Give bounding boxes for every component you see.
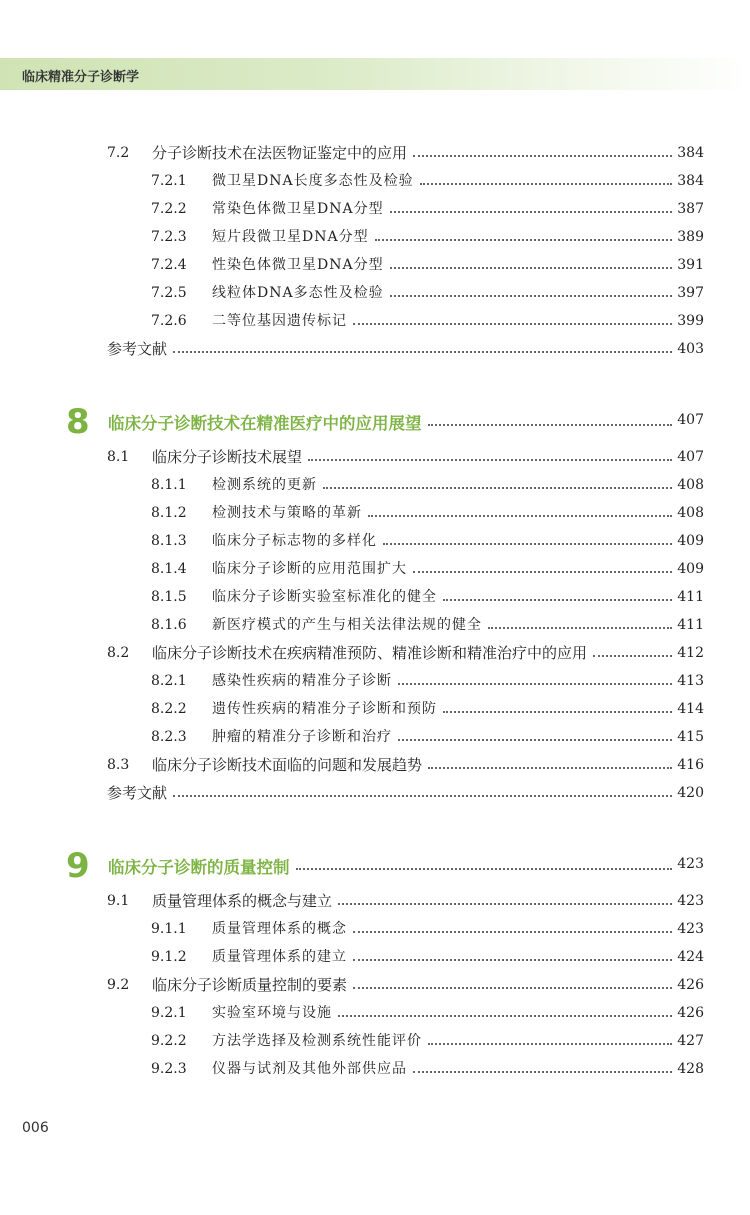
section-entry[interactable] (0, 890, 750, 912)
dot-leader (338, 903, 672, 905)
references-entry[interactable] (0, 782, 750, 804)
subsection-entry[interactable] (0, 474, 750, 496)
page-ref: 420 (677, 785, 704, 801)
page-ref: 427 (677, 1033, 704, 1049)
section-title: 肿瘤的精准分子诊断和治疗 (212, 729, 392, 745)
subsection-entry[interactable] (0, 698, 750, 720)
section-number: 8.1 (107, 449, 130, 465)
section-title: 临床分子诊断实验室标准化的健全 (212, 589, 437, 605)
page-ref: 426 (677, 1005, 704, 1021)
section-title: 性染色体微卫星DNA分型 (212, 257, 384, 273)
section-entry[interactable] (0, 754, 750, 776)
subsection-entry[interactable] (0, 226, 750, 248)
dot-leader (173, 795, 672, 797)
chapter-heading[interactable] (0, 402, 750, 442)
dot-leader (428, 1043, 672, 1045)
page-number: 006 (22, 1120, 49, 1136)
page-ref: 423 (677, 921, 704, 937)
page-ref: 399 (677, 313, 704, 329)
section-title: 临床分子诊断技术展望 (152, 448, 303, 466)
dot-leader (368, 515, 672, 517)
section-title: 短片段微卫星DNA分型 (212, 229, 369, 245)
subsection-entry[interactable] (0, 198, 750, 220)
dot-leader (390, 295, 672, 297)
section-number: 8.2.1 (151, 673, 187, 689)
dot-leader (383, 543, 672, 545)
page-ref: 409 (677, 533, 704, 549)
section-title: 质量管理体系的概念与建立 (152, 892, 333, 910)
page-ref: 414 (677, 701, 704, 717)
page-ref: 384 (677, 145, 704, 161)
dot-leader (428, 767, 672, 769)
section-number: 8.2.2 (151, 701, 187, 717)
section-title: 微卫星DNA长度多态性及检验 (212, 173, 414, 189)
subsection-entry[interactable] (0, 1002, 750, 1024)
chapter-number: 8 (66, 402, 90, 442)
chapter-title: 临床分子诊断技术在精准医疗中的应用展望 (108, 414, 422, 433)
subsection-entry[interactable] (0, 670, 750, 692)
section-title: 参考文献 (107, 340, 168, 358)
subsection-entry[interactable] (0, 1030, 750, 1052)
dot-leader (375, 239, 672, 241)
page-ref: 423 (677, 856, 704, 872)
section-number: 7.2.1 (151, 173, 187, 189)
section-title: 质量管理体系的概念 (212, 921, 347, 937)
section-number: 7.2.2 (151, 201, 187, 217)
page-ref: 415 (677, 729, 704, 745)
page-ref: 408 (677, 477, 704, 493)
subsection-entry[interactable] (0, 310, 750, 332)
section-number: 8.2 (107, 645, 130, 661)
section-number: 8.1.4 (151, 561, 187, 577)
subsection-entry[interactable] (0, 918, 750, 940)
subsection-entry[interactable] (0, 530, 750, 552)
section-number: 9.2 (107, 977, 130, 993)
dot-leader (443, 711, 672, 713)
section-entry[interactable] (0, 974, 750, 996)
page-ref: 407 (677, 449, 704, 465)
section-title: 新医疗模式的产生与相关法律法规的健全 (212, 617, 482, 633)
page-ref: 384 (677, 173, 704, 189)
section-number: 8.1.3 (151, 533, 187, 549)
chapter-title: 临床分子诊断的质量控制 (108, 858, 290, 877)
dot-leader (413, 155, 672, 157)
section-title: 二等位基因遗传标记 (212, 313, 347, 329)
page-ref: 407 (677, 412, 704, 428)
section-title: 临床分子诊断质量控制的要素 (152, 976, 348, 994)
dot-leader (296, 868, 672, 870)
page-ref: 412 (677, 645, 704, 661)
dot-leader (308, 459, 672, 461)
subsection-entry[interactable] (0, 170, 750, 192)
section-number: 7.2.6 (151, 313, 187, 329)
section-number: 8.3 (107, 757, 130, 773)
page-ref: 423 (677, 893, 704, 909)
page-ref: 389 (677, 229, 704, 245)
dot-leader (390, 211, 672, 213)
section-title: 仪器与试剂及其他外部供应品 (212, 1061, 407, 1077)
subsection-entry[interactable] (0, 1058, 750, 1080)
page-ref: 428 (677, 1061, 704, 1077)
dot-leader (398, 739, 672, 741)
page-ref: 416 (677, 757, 704, 773)
section-number: 9.1 (107, 893, 130, 909)
dot-leader (413, 1071, 672, 1073)
dot-leader (398, 683, 672, 685)
subsection-entry[interactable] (0, 946, 750, 968)
subsection-entry[interactable] (0, 726, 750, 748)
dot-leader (353, 959, 672, 961)
dot-leader (173, 351, 672, 353)
section-number: 8.1.5 (151, 589, 187, 605)
page-ref: 403 (677, 341, 704, 357)
section-title: 检测技术与策略的革新 (212, 505, 362, 521)
section-entry[interactable] (0, 446, 750, 468)
dot-leader (413, 571, 672, 573)
section-number: 9.2.3 (151, 1061, 187, 1077)
page-ref: 413 (677, 673, 704, 689)
section-number: 9.2.1 (151, 1005, 187, 1021)
section-number: 7.2 (107, 145, 130, 161)
running-header-title: 临床精准分子诊断学 (22, 70, 140, 85)
section-title: 临床分子诊断的应用范围扩大 (212, 561, 407, 577)
section-entry[interactable] (0, 142, 750, 164)
section-number: 7.2.4 (151, 257, 187, 273)
page-ref: 387 (677, 201, 704, 217)
subsection-entry[interactable] (0, 502, 750, 524)
section-entry[interactable] (0, 642, 750, 664)
dot-leader (338, 1015, 672, 1017)
page-ref: 411 (677, 589, 704, 605)
chapter-number: 9 (66, 846, 90, 886)
section-title: 检测系统的更新 (212, 477, 317, 493)
section-title: 实验室环境与设施 (212, 1005, 332, 1021)
section-title: 临床分子诊断技术在疾病精准预防、精准诊断和精准治疗中的应用 (152, 644, 588, 662)
section-number: 7.2.5 (151, 285, 187, 301)
section-title: 分子诊断技术在法医物证鉴定中的应用 (152, 144, 408, 162)
subsection-entry[interactable] (0, 614, 750, 636)
section-title: 感染性疾病的精准分子诊断 (212, 673, 392, 689)
section-number: 8.1.6 (151, 617, 187, 633)
section-number: 8.1.2 (151, 505, 187, 521)
section-title: 方法学选择及检测系统性能评价 (212, 1033, 422, 1049)
section-number: 9.1.2 (151, 949, 187, 965)
section-number: 8.2.3 (151, 729, 187, 745)
dot-leader (420, 183, 672, 185)
page-ref: 424 (677, 949, 704, 965)
section-title: 参考文献 (107, 784, 168, 802)
section-number: 9.1.1 (151, 921, 187, 937)
subsection-entry[interactable] (0, 254, 750, 276)
section-number: 8.1.1 (151, 477, 187, 493)
section-title: 常染色体微卫星DNA分型 (212, 201, 384, 217)
section-title: 临床分子诊断技术面临的问题和发展趋势 (152, 756, 423, 774)
dot-leader (593, 655, 672, 657)
chapter-heading[interactable] (0, 846, 750, 886)
page-ref: 408 (677, 505, 704, 521)
section-title: 遗传性疾病的精准分子诊断和预防 (212, 701, 437, 717)
section-title: 临床分子标志物的多样化 (212, 533, 377, 549)
page-ref: 409 (677, 561, 704, 577)
page-ref: 426 (677, 977, 704, 993)
subsection-entry[interactable] (0, 586, 750, 608)
dot-leader (353, 931, 672, 933)
section-title: 线粒体DNA多态性及检验 (212, 285, 384, 301)
subsection-entry[interactable] (0, 558, 750, 580)
dot-leader (353, 987, 672, 989)
dot-leader (488, 627, 672, 629)
dot-leader (443, 599, 672, 601)
page-ref: 391 (677, 257, 704, 273)
page-ref: 411 (677, 617, 704, 633)
section-number: 9.2.2 (151, 1033, 187, 1049)
page-ref: 397 (677, 285, 704, 301)
dot-leader (390, 267, 672, 269)
dot-leader (428, 424, 672, 426)
subsection-entry[interactable] (0, 282, 750, 304)
references-entry[interactable] (0, 338, 750, 360)
section-title: 质量管理体系的建立 (212, 949, 347, 965)
dot-leader (353, 323, 672, 325)
dot-leader (323, 487, 672, 489)
section-number: 7.2.3 (151, 229, 187, 245)
